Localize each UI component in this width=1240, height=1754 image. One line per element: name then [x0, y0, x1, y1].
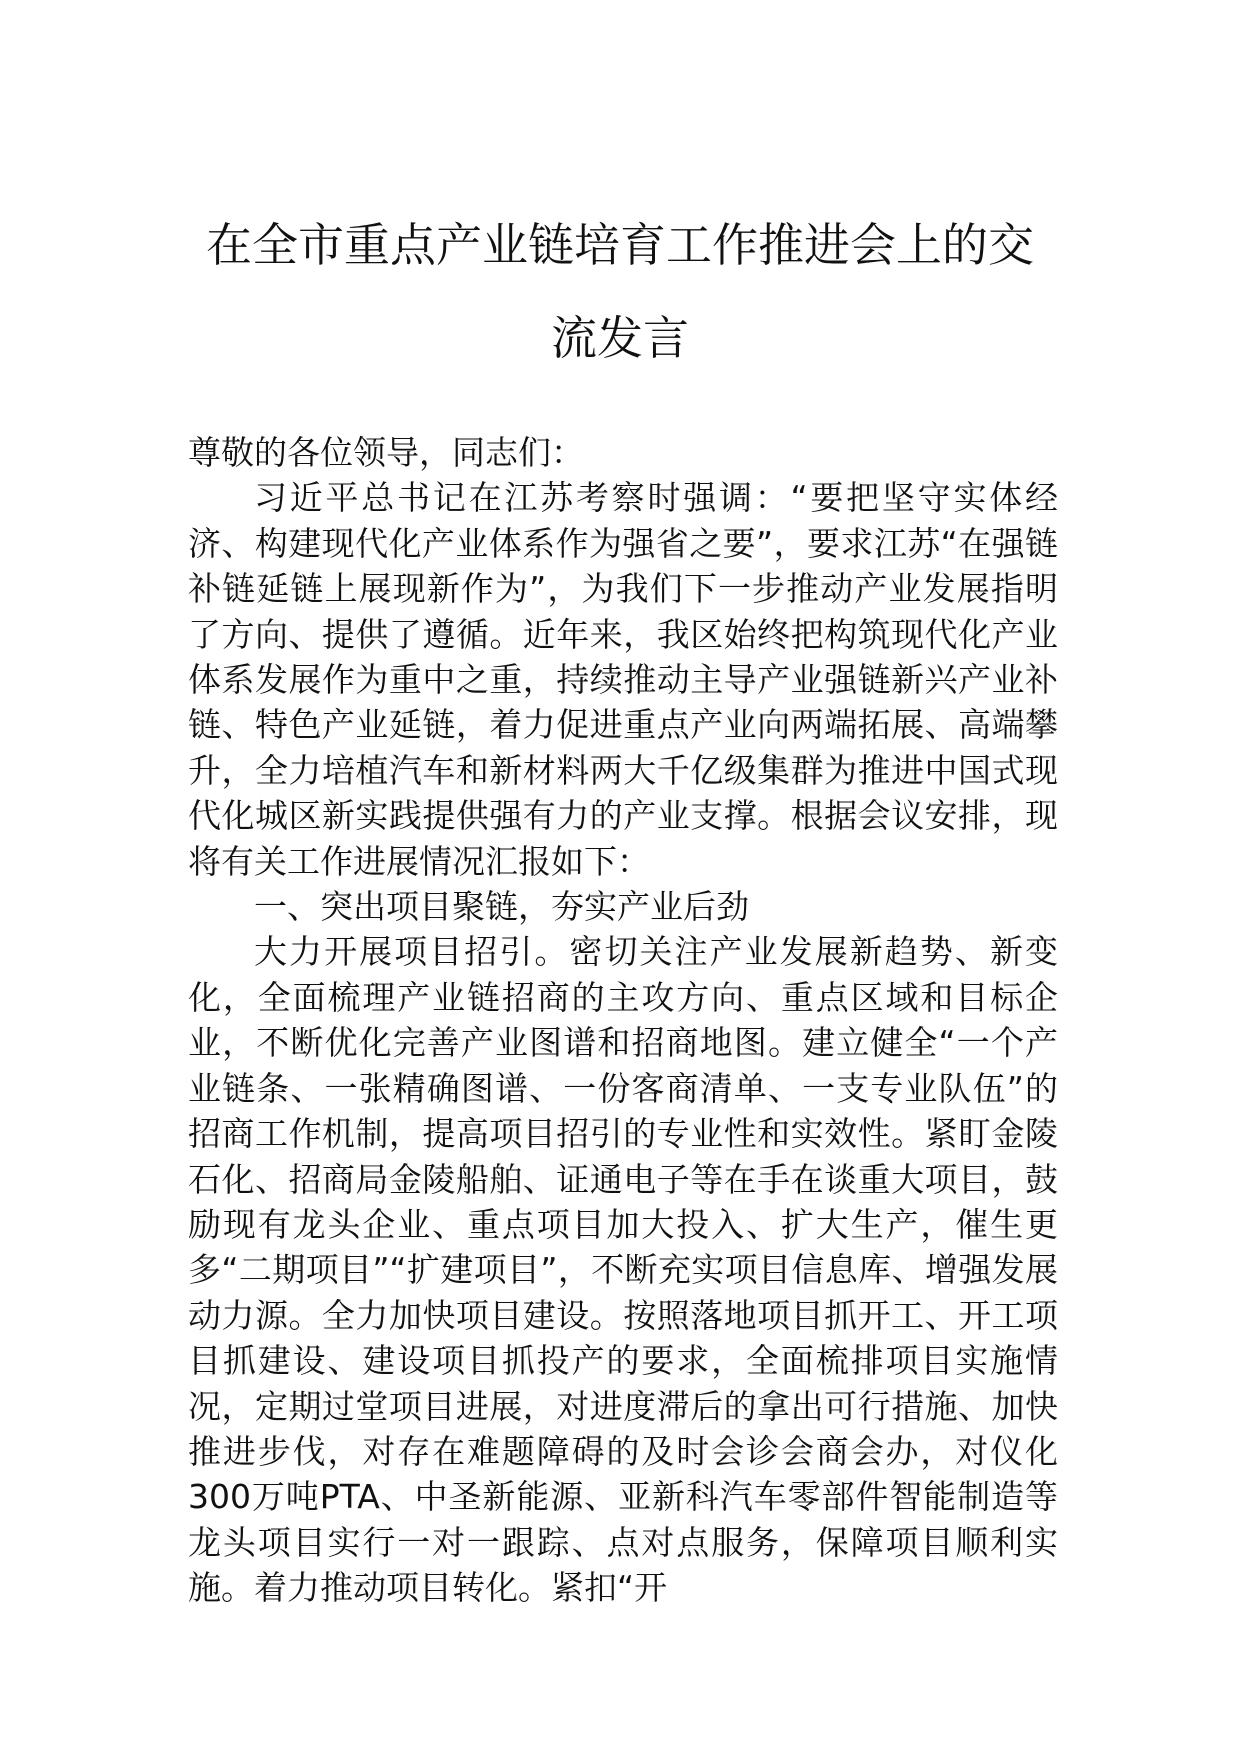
paragraph-projects: 大力开展项目招引。密切关注产业发展新趋势、新变化，全面梳理产业链招商的主攻方向、重点区域和目标企业，不断优化完善产业图谱和招商地图。建立健全“一个产业链条、一张精确图谱、一份客商清单、一支专业队伍”的招商工作机制，提高项目招引的专业性和实效性。紧盯金陵石化、招商局金陵船舶、证通电子等在手在谈重大项目，鼓励现有龙头企业、重点项目加大投入、扩大生产，催生更多“二期项目”“扩建项目”，不断充实项目信息库、增强发展动力源。全力加快项目建设。按照落地项目抓开工、开工项目抓建设、建设项目抓投产的要求，全面梳排项目实施情况，定期过堂项目进展，对进度滞后的拿出可行措施、加快推进步伐，对存在难题障碍的及时会诊会商会办，对仪化300万吨PTA、中圣新能源、亚新科汽车零部件智能制造等龙头项目实行一对一跟踪、点对点服务，保障项目顺利实施。着力推动项目转化。紧扣“开 [188, 932, 1058, 1608]
document-body [188, 430, 1058, 1611]
document-title-line-1: 在全市重点产业链培育工作推进会上的交 [206, 218, 1034, 272]
paragraph-intro: 习近平总书记在江苏考察时强调：“要把坚守实体经济、构建现代化产业体系作为强省之要”，要求江苏“在强链补链延链上展现新作为”，为我们下一步推动产业发展指明了方向、提供了遵循。近年来，我区始终把构筑现代化产业体系发展作为重中之重，持续推动主导产业强链新兴产业补链、特色产业延链，着力促进重点产业向两端拓展、高端攀升，全力培植汽车和新材料两大千亿级集群为推进中国式现代化城区新实践提供强有力的产业支撑。根据会议安排，现将有关工作进展情况汇报如下： [188, 478, 1058, 881]
document-title-line-2: 流发言 [551, 311, 689, 365]
section-heading-1: 一、突出项目聚链，夯实产业后劲 [254, 887, 749, 927]
salutation: 尊敬的各位领导，同志们： [188, 433, 584, 472]
